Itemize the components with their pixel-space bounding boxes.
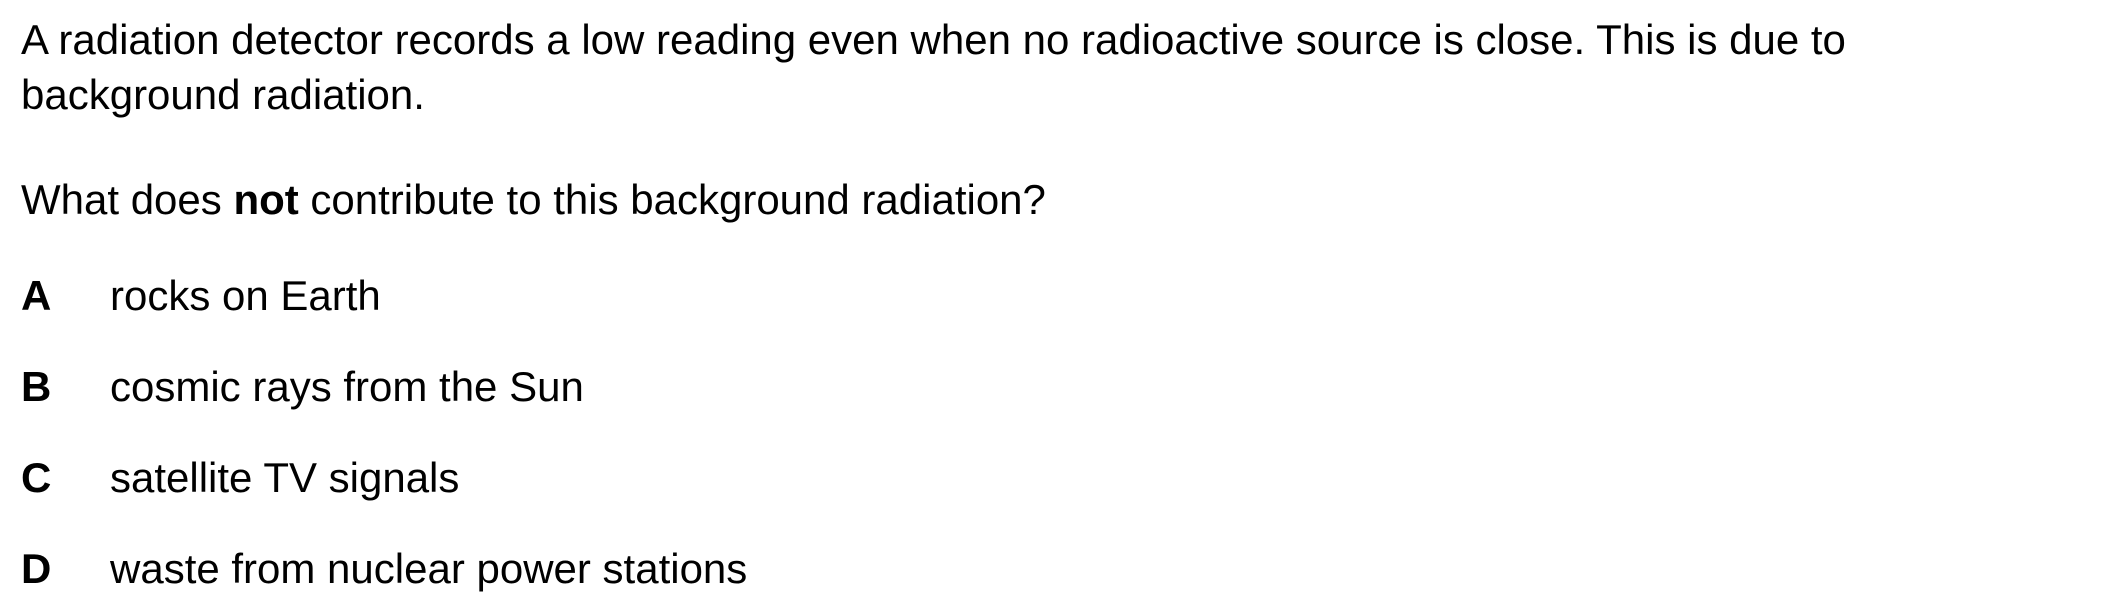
option-letter: B	[21, 363, 52, 410]
option-letter: A	[21, 272, 52, 319]
question-intro: A radiation detector records a low reading even when no radioactive source is close. This is due to background radiation.	[21, 16, 1846, 118]
question-prompt	[21, 172, 1046, 227]
question-prompt-emphasis: not	[233, 176, 299, 223]
option-text: cosmic rays from the Sun	[110, 363, 584, 410]
option-letter: D	[21, 545, 52, 592]
question-page	[21, 0, 2081, 605]
option-text: waste from nuclear power stations	[110, 545, 748, 592]
option-letter: C	[21, 454, 52, 501]
option-text: satellite TV signals	[110, 454, 460, 501]
option-text: rocks on Earth	[110, 272, 381, 319]
question-prompt-end: contribute to this background radiation?	[298, 176, 1046, 223]
question-prompt-start: What does	[21, 176, 234, 223]
